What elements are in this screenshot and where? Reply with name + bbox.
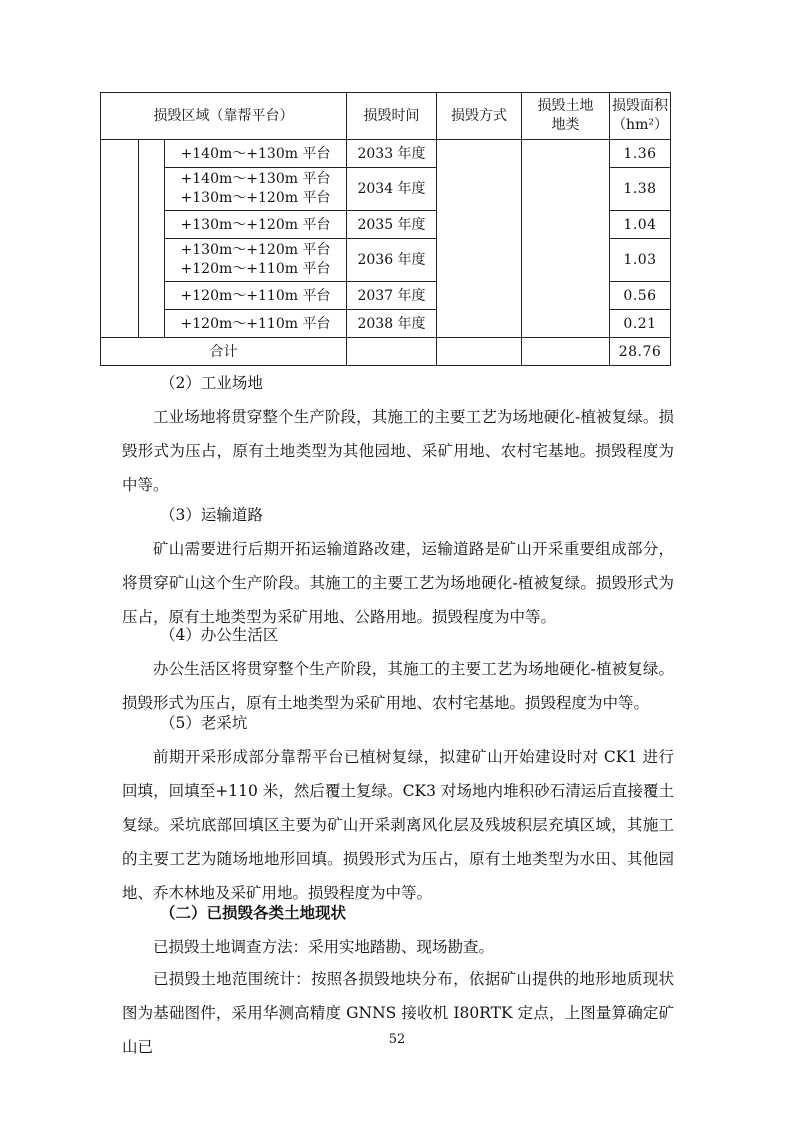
header-time: 损毁时间 — [347, 93, 437, 140]
table-total-row — [101, 338, 671, 366]
platform-cell: +140m～+130m 平台 +130m～+120m 平台 — [165, 168, 347, 211]
paragraph: 已损毁土地调查方法：采用实地踏勘、现场勘查。 — [153, 938, 495, 956]
platform-cell: +130m～+120m 平台 +120m～+110m 平台 — [165, 239, 347, 282]
platform-cell: +130m～+120m 平台 — [165, 211, 347, 239]
table-header-row — [101, 93, 671, 140]
damage-table — [100, 92, 671, 366]
header-method: 损毁方式 — [437, 93, 522, 140]
year-cell: 2037 年度 — [347, 282, 437, 310]
area-size-cell: 0.21 — [610, 310, 671, 338]
subsection-title: （3）运输道路 — [160, 506, 263, 524]
land-type-cell — [522, 140, 610, 338]
table-row — [101, 140, 671, 168]
header-land-type: 损毁土地 地类 — [522, 93, 610, 140]
subsection-title: （4）办公生活区 — [160, 626, 279, 644]
year-cell: 2035 年度 — [347, 211, 437, 239]
year-cell: 2033 年度 — [347, 140, 437, 168]
year-cell: 2034 年度 — [347, 168, 437, 211]
paragraph: 矿山需要进行后期开拓运输道路改建，运输道路是矿山开采重要组成部分，将贯穿矿山这个生产阶段。其施工的主要工艺为场地硬化-植被复绿。损毁形式为压占，原有土地类型为采矿用地、公路用地。损毁程度为中等。 — [122, 540, 674, 626]
paragraph: 前期开采形成部分靠帮平台已植树复绿，拟建矿山开始建设时对 CK1 进行回填，回填至+110 米，然后覆土复绿。CK3 对场地内堆积砂石清运后直接覆土复绿。采坑底部回填区主要为矿山开采剥离风化层及残坡积层充填区域，其施工的主要工艺为随场地地形回填。损毁形式为压占，原有土地类型为水田、其他园地、乔木林地及采矿用地。损毁程度为中等。 — [122, 748, 674, 902]
blank-cell — [522, 338, 610, 366]
area-size-cell: 1.04 — [610, 211, 671, 239]
method-cell — [437, 140, 522, 338]
blank-cell — [139, 140, 165, 338]
header-area-size: 损毁面积 （hm²） — [610, 93, 671, 140]
area-size-cell: 1.36 — [610, 140, 671, 168]
area-size-cell: 0.56 — [610, 282, 671, 310]
blank-cell — [347, 338, 437, 366]
paragraph: 工业场地将贯穿整个生产阶段，其施工的主要工艺为场地硬化-植被复绿。损毁形式为压占，原有土地类型为其他园地、采矿用地、农村宅基地。损毁程度为中等。 — [122, 408, 674, 494]
blank-cell — [437, 338, 522, 366]
year-cell: 2036 年度 — [347, 239, 437, 282]
page-number: 52 — [388, 1032, 406, 1047]
platform-cell: +140m～+130m 平台 — [165, 140, 347, 168]
platform-cell: +120m～+110m 平台 — [165, 310, 347, 338]
paragraph: 已损毁土地范围统计：按照各损毁地块分布，依据矿山提供的地形地质现状图为基础图件，采用华测高精度 GNNS 接收机 I80RTK 定点，上图量算确定矿山已 — [122, 970, 674, 1056]
year-cell: 2038 年度 — [347, 310, 437, 338]
header-area: 损毁区域（靠帮平台） — [101, 93, 347, 140]
subsection-title: （2）工业场地 — [160, 374, 263, 392]
section-title: （二）已损毁各类土地现状 — [160, 904, 347, 922]
paragraph: 办公生活区将贯穿整个生产阶段，其施工的主要工艺为场地硬化-植被复绿。损毁形式为压占，原有土地类型为采矿用地、农村宅基地。损毁程度为中等。 — [122, 660, 674, 712]
platform-cell: +120m～+110m 平台 — [165, 282, 347, 310]
total-value: 28.76 — [610, 338, 671, 366]
subsection-title: （5）老采坑 — [160, 714, 248, 732]
area-size-cell: 1.03 — [610, 239, 671, 282]
area-size-cell: 1.38 — [610, 168, 671, 211]
total-label: 合计 — [101, 338, 347, 366]
blank-cell — [101, 140, 139, 338]
